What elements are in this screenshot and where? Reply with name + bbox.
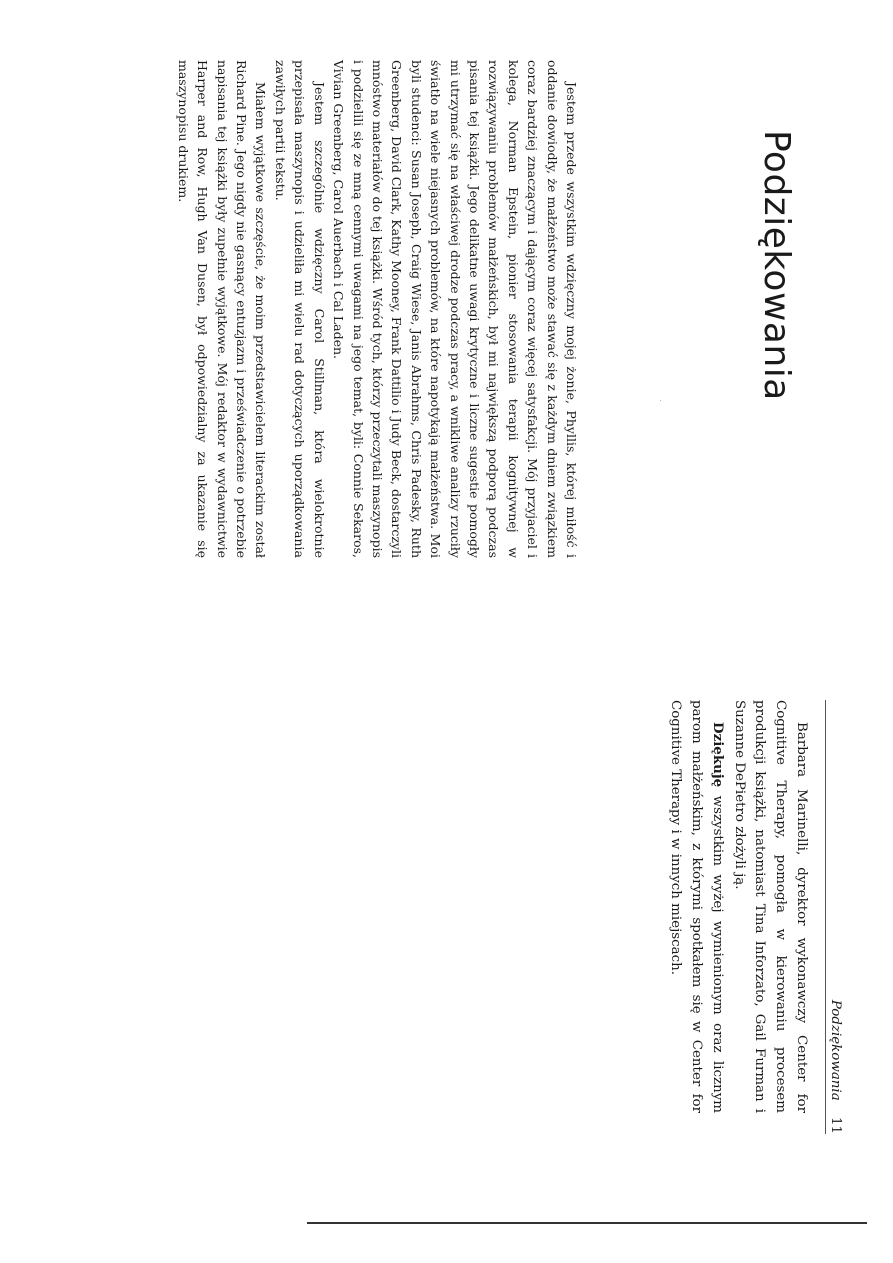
left-text-column	[173, 60, 581, 558]
running-head-title: Podziękowania	[828, 999, 843, 1101]
running-head	[825, 700, 843, 1134]
thanks-rest-text: wszystkim wyżej wymienionym oraz licznym parom małżeńskim, z którymi spotkałem się w Center for Cognitive Therapy i w innych miejscach.	[668, 700, 725, 1113]
paragraph-thanks-stillman: Jestem szczególnie wdzięczny Carol Stillman, która wielokrotnie przepisała maszynopis i udzieliła mi wielu rad dotyczących uporządkowania zawiłych partii tekstu.	[272, 60, 327, 558]
paragraph-thanks-wife: Jestem przede wszystkim wdzięczny mojej żonie, Phyllis, której miłość i oddanie dowiodły, że małżeństwo może stawać się z każdym dniem związkiem coraz bardziej znaczącym i dającym coraz więcej satysfakcji. Mój przyjaciel i kolega, Norman Epstein, pionier stosowania terapii kognitywnej w rozwiązywaniu problemów małżeńskich, był mi największą podporą podczas pisania tej książki. Jego delikatne uwagi krytyczne i liczne sugestie pomogły mi utrzymać się na właściwej drodze podczas pracy, a wnikliwe analizy rzuciły światło na wiele niejasnych problemów, na które napotykają małżeństwa. Moi byli studenci: Susan Joseph, Craig Wiese, Janis Abrahms, Chris Padesky, Ruth Greenberg, David Clark, Kathy Mooney, Frank Dattilio i Judy Beck, dostarczyli mnóstwo materiałów do tej książki. Wśród tych, którzy przeczytali maszynopis i podzielili się ze mną cennymi uwagami na jego temat, byli: Connie Sekaros, Vivian Greenberg, Carol Auerbach i Cal Laden.	[331, 60, 579, 558]
paragraph-thanks-pine: Miałem wyjątkowe szczęście, że moim przedstawicielem literackim został Richard Pine. Jego nigdy nie gasnący entuzjazm i przeświadczenie o potrzebie napisania tej książki były zupełnie wyjątkowe. Mój redaktor w wydawnictwie Harper and Row, Hugh Van Dusen, był odpowiedzialny za ukazanie się maszynopisu drukiem.	[175, 60, 269, 558]
page-edge-line	[307, 1222, 867, 1224]
scan-speck	[660, 400, 661, 401]
page-title: Podziękowania	[756, 130, 797, 401]
paragraph-thanks-marinelli: Barbara Marinelli, dyrektor wykonawczy Center for Cognitive Therapy, pomogła w kierowaniu procesem produkcji książki, natomiast Tina Inforzato, Gail Furman i Suzanne DePietro złożyli ją.	[731, 700, 809, 1113]
page-number: 11	[828, 1116, 843, 1134]
paragraph-thanks-all	[664, 700, 727, 1113]
thanks-bold-word: Dziękuję	[709, 722, 726, 788]
right-text-column	[664, 700, 811, 1113]
